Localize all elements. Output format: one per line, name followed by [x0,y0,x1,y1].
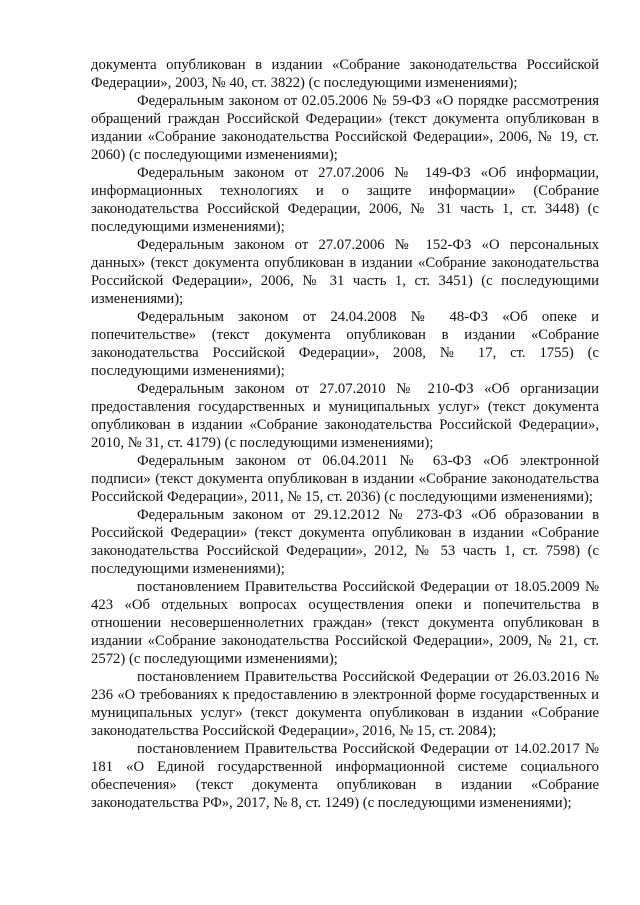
paragraph-continuation: документа опубликован в издании «Собрание законодательства Российской Федерации», 2003, № 40, ст. 3822) (с последующими изменениями); [91,57,599,91]
paragraph-law-48fz: Федеральным законом от 24.04.2008 № 48-ФЗ «Об опеке и попечительстве» (текст документа опубликован в издании «Собрание законодательства Российской Федерации», 2008, № 17, ст. 1755) (с последующими изменениями); [91,309,599,379]
paragraph-decree-181: постановлением Правительства Российской Федерации от 14.02.2017 № 181 «О Единой государственной информационной системе социального обеспечения» (текст документа опубликован в издании «Собрание законодательства РФ», 2017, № 8, ст. 1249) (с последующими изменениями); [91,741,599,811]
paragraph-law-59fz: Федеральным законом от 02.05.2006 № 59-ФЗ «О порядке рассмотрения обращений граждан Российской Федерации» (текст документа опубликован в издании «Собрание законодательства Российской Федерации», 2006, № 19, ст. 2060) (с последующими изменениями); [91,93,599,163]
paragraph-decree-236: постановлением Правительства Российской Федерации от 26.03.2016 № 236 «О требованиях к предоставлению в электронной форме государственных и муниципальных услуг» (текст документа опубликован в издании «Собрание законодательства Российской Федерации», 2016, № 15, ст. 2084); [91,669,599,739]
paragraph-law-63fz: Федеральным законом от 06.04.2011 № 63-ФЗ «Об электронной подписи» (текст документа опубликован в издании «Собрание законодательства Российской Федерации», 2011, № 15, ст. 2036) (с последующими изменениями); [91,453,599,505]
paragraph-decree-423: постановлением Правительства Российской Федерации от 18.05.2009 № 423 «Об отдельных вопросах осуществления опеки и попечительства в отношении несовершеннолетних граждан» (текст документа опубликован в издании «Собрание законодательства Российской Федерации», 2009, № 21, ст. 2572) (с последующими изменениями); [91,579,599,667]
paragraph-law-152fz: Федеральным законом от 27.07.2006 № 152-ФЗ «О персональных данных» (текст документа опубликован в издании «Собрание законодательства Российской Федерации», 2006, № 31 часть 1, ст. 3451) (с последующими изменениями); [91,237,599,307]
paragraph-law-149fz: Федеральным законом от 27.07.2006 № 149-ФЗ «Об информации, информационных технологиях и о защите информации» (Собрание законодательства Российской Федерации, 2006, № 31 часть 1, ст. 3448) (с последующими изменениями); [91,165,599,235]
document-page [91,56,599,812]
paragraph-law-210fz: Федеральным законом от 27.07.2010 № 210-ФЗ «Об организации предоставления государственных и муниципальных услуг» (текст документа опубликован в издании «Собрание законодательства Российской Федерации», 2010, № 31, ст. 4179) (с последующими изменениями); [91,381,599,451]
paragraph-law-273fz: Федеральным законом от 29.12.2012 № 273-ФЗ «Об образовании в Российской Федерации» (текст документа опубликован в издании «Собрание законодательства Российской Федерации», 2012, № 53 часть 1, ст. 7598) (с последующими изменениями); [91,507,599,577]
